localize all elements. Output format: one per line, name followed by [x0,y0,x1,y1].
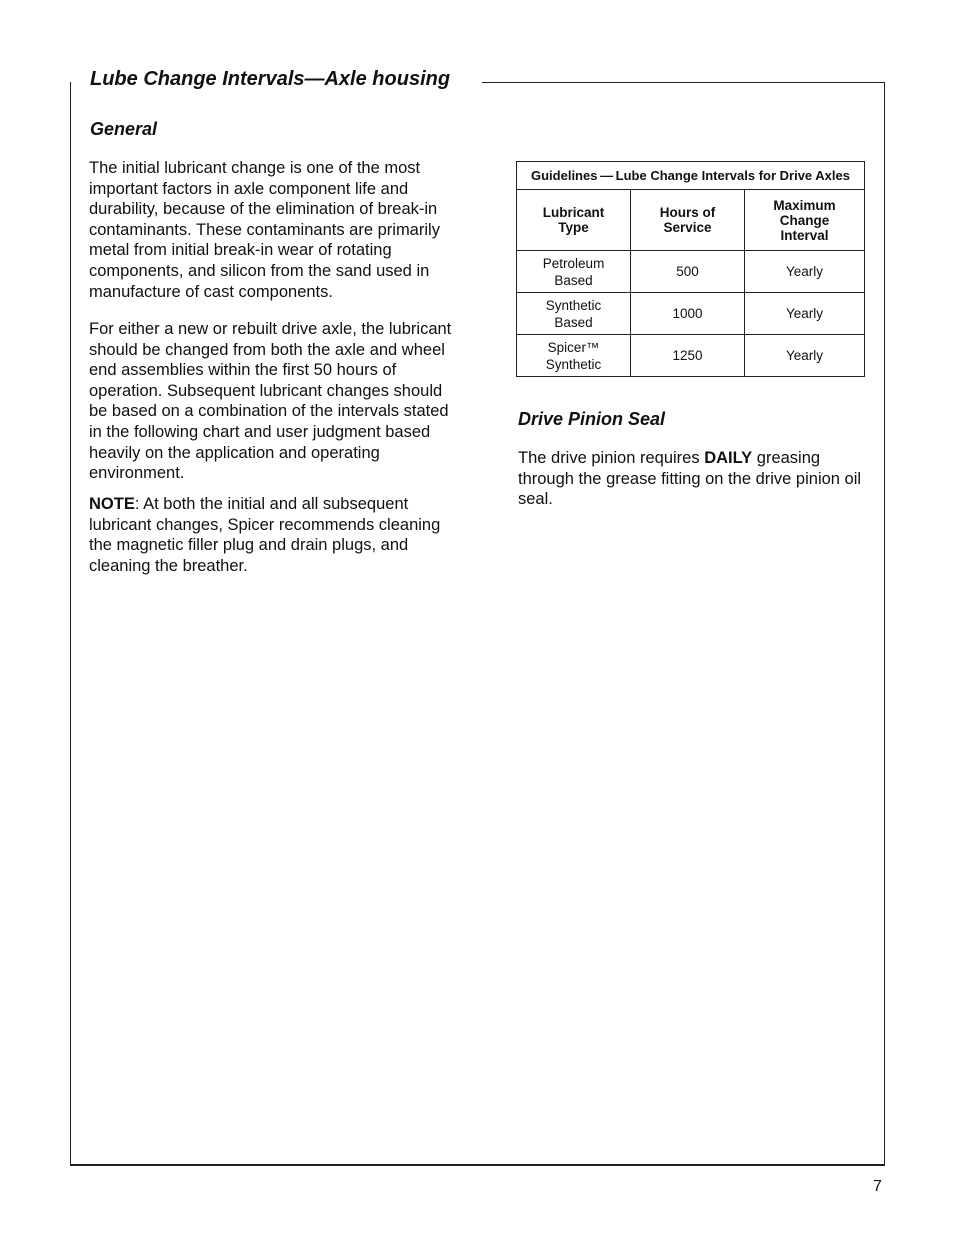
table-row [517,335,865,377]
page-frame-bottom-rule [70,1164,885,1166]
general-paragraph-1: The initial lubricant change is one of the most important factors in axle component life and durability, because of the elimination of break-in contaminants. These contaminants are primarily metal from initial break-in wear of rotating components, and silicon from the sand used in manufacture of cast components. [89,159,440,301]
page-number: 7 [873,1178,882,1195]
cell-text: Spicer™ [547,339,600,355]
cell-text: Based [554,314,593,330]
header-text: Maximum [773,197,836,213]
cell-hours: 1000 [631,293,745,335]
cell-text: Based [554,272,593,288]
table-caption-row [517,162,865,190]
note-text: : At both the initial and all subsequent lubricant changes, Spicer recommends cleaning the magnetic filler plug and drain plugs, and cleaning the breather. [89,495,441,575]
header-text: Change [779,212,830,228]
cell-hours: 1250 [631,335,745,377]
cell-text: Synthetic [545,297,602,313]
general-heading: General [90,119,158,139]
drive-pinion-seal-heading: Drive Pinion Seal [518,409,666,429]
cell-hours: 500 [631,251,745,293]
header-text: Hours of [659,205,716,220]
table-caption: Guidelines — Lube Change Intervals for Drive Axles [517,162,865,190]
cell-interval: Yearly [744,251,864,293]
page-frame-right-border [884,82,885,1165]
page-frame-top-rule [482,82,885,83]
seal-text-before: The drive pinion requires [518,449,705,467]
section-title: Lube Change Intervals—Axle housing [90,68,451,90]
table-row [517,293,865,335]
cell-text: Synthetic [545,356,602,372]
lube-interval-table [516,161,865,377]
cell-text: Petroleum [542,255,605,271]
note-paragraph [89,494,464,576]
cell-interval: Yearly [744,335,864,377]
general-paragraph-2: For either a new or rebuilt drive axle, the lubricant should be changed from both the axle and wheel end assemblies within the first 50 hours of operation. Subsequent lubricant changes should be based on a combination of the intervals stated in the following chart and user judgment based heavily on the application and operating environment. [89,320,452,483]
page-frame-left-border [70,82,71,1165]
cell-lubricant-type [517,251,631,293]
cell-interval: Yearly [744,293,864,335]
note-label: NOTE [89,495,135,513]
seal-text-daily: DAILY [704,449,753,467]
seal-text-after: greasing through the grease fitting on the drive pinion oil seal. [518,449,862,509]
header-text: Service [663,220,712,235]
header-text: Type [558,220,589,235]
table-row [517,251,865,293]
header-text: Interval [780,227,829,243]
header-hours-of-service [631,190,745,251]
header-max-change-interval [744,190,864,251]
header-text: Lubricant [542,205,605,220]
drive-pinion-seal-paragraph [518,448,868,510]
header-lubricant-type [517,190,631,251]
cell-lubricant-type [517,335,631,377]
table-header-row [517,190,865,251]
cell-lubricant-type [517,293,631,335]
